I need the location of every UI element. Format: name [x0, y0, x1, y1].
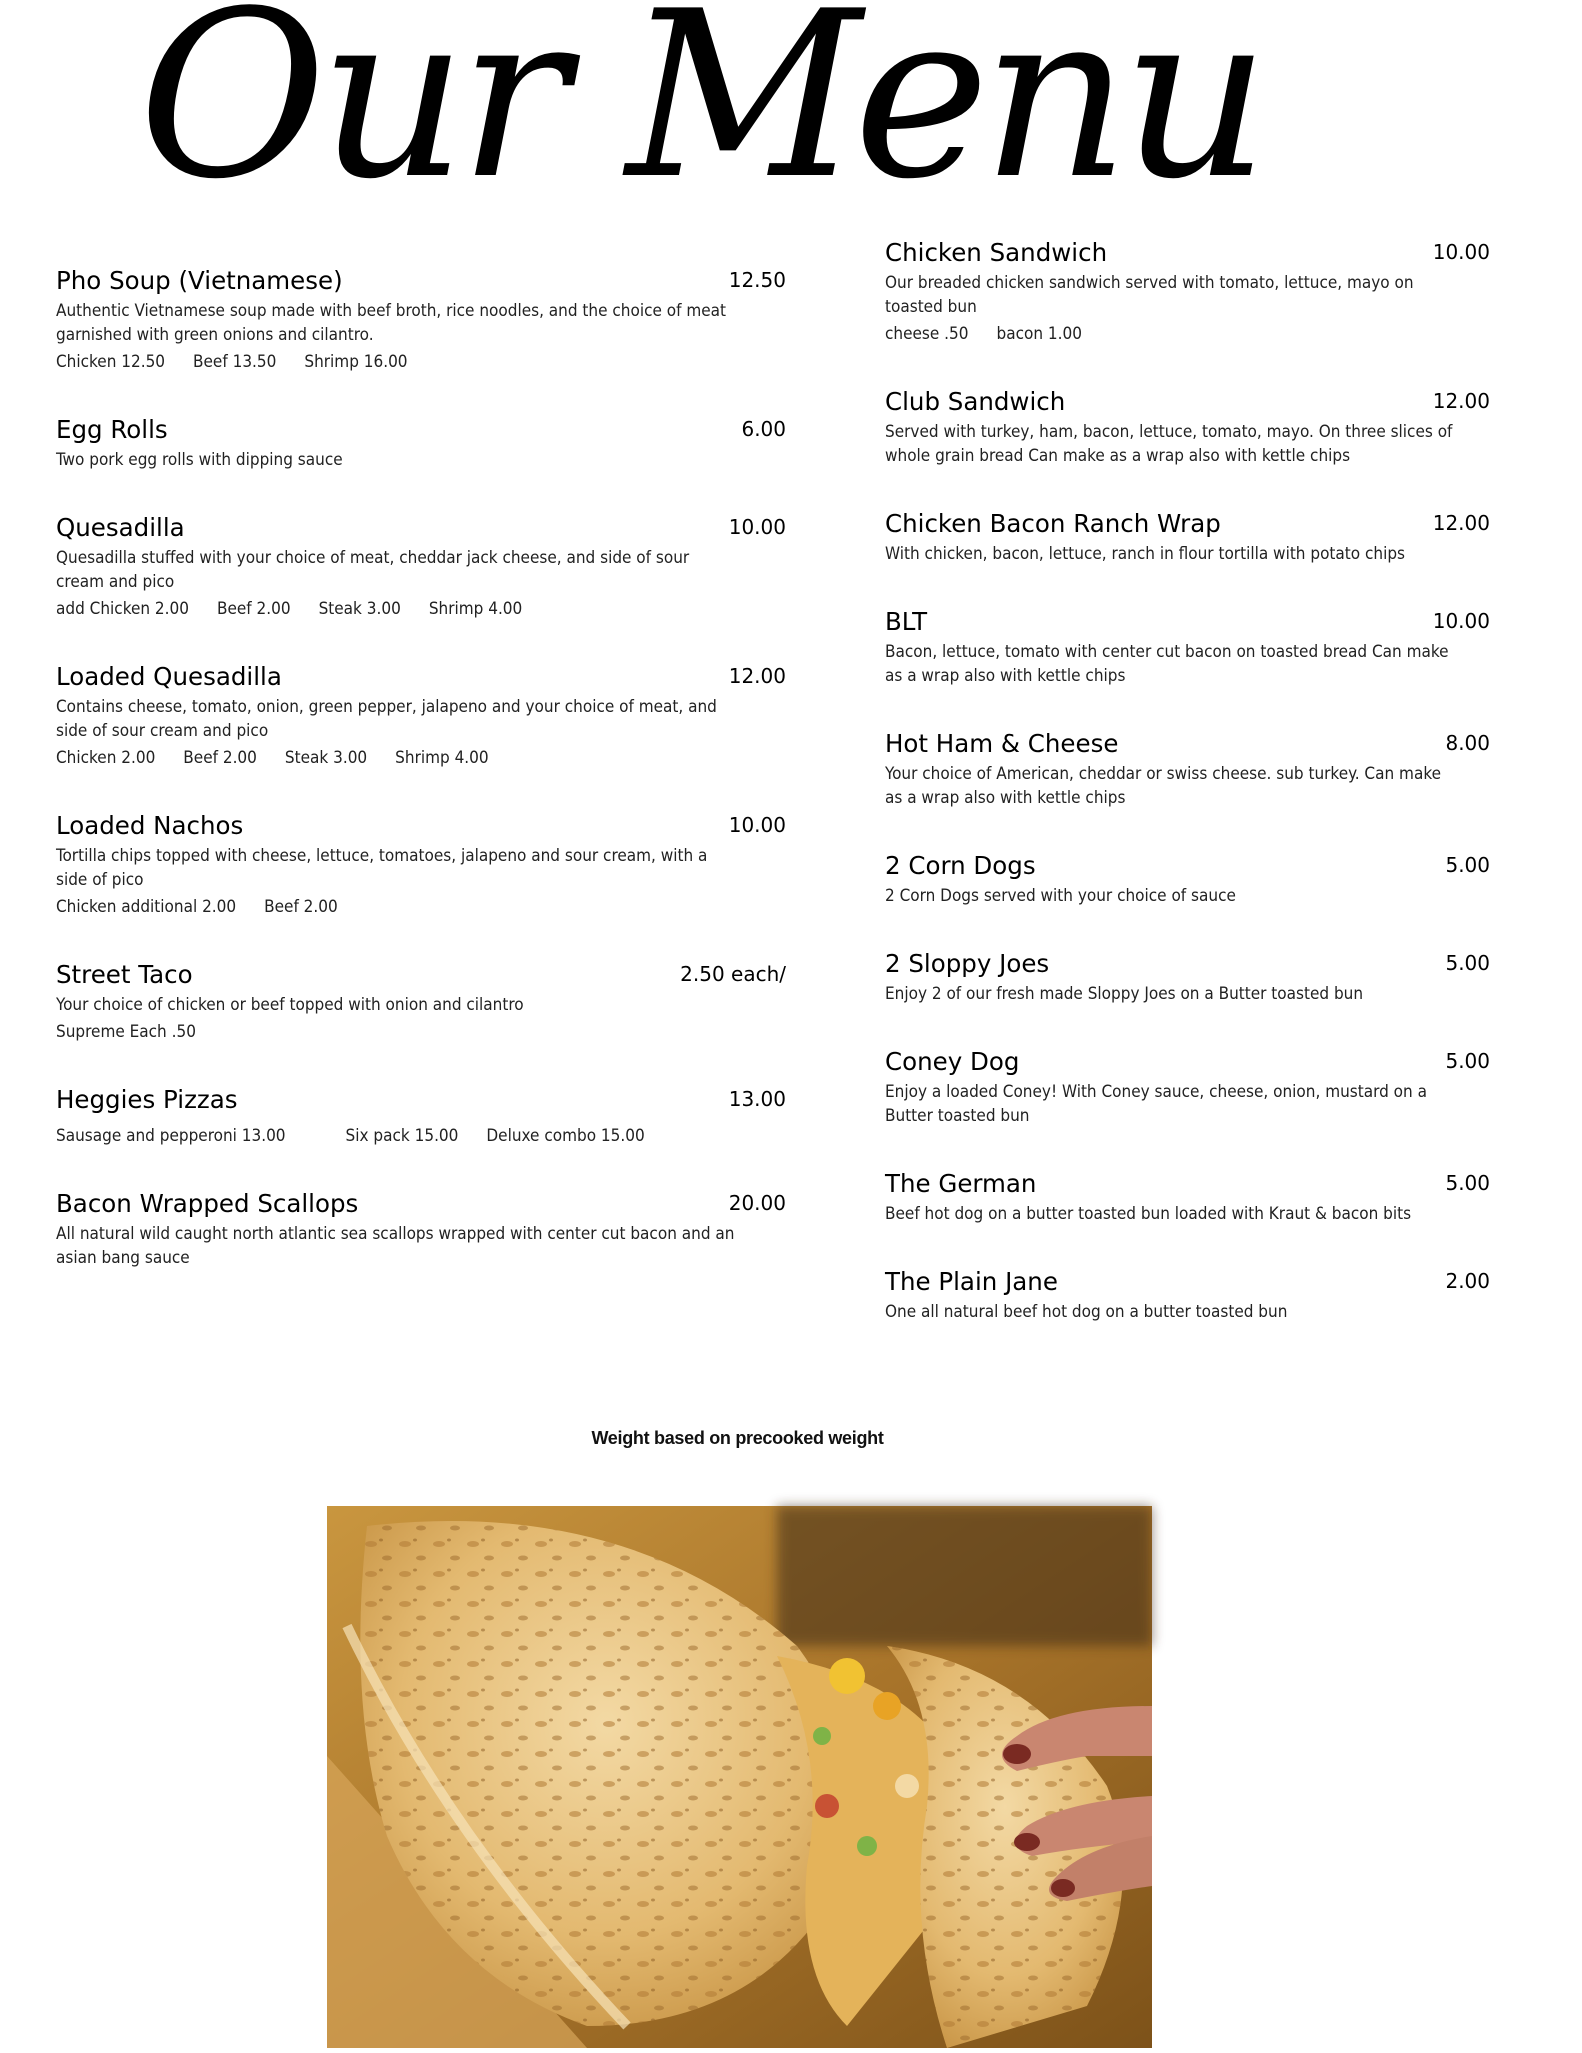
menu-item-bacon-wrapped-scallops — [56, 1188, 786, 1270]
item-price: 12.00 — [728, 664, 786, 688]
option-price: Shrimp 16.00 — [304, 352, 408, 372]
item-price: 12.00 — [1432, 389, 1490, 413]
menu-item-chicken-sandwich — [885, 237, 1490, 346]
item-name: Loaded Quesadilla — [56, 662, 282, 691]
item-name: Loaded Nachos — [56, 811, 244, 840]
menu-item-chicken-bacon-ranch-wrap — [885, 508, 1490, 566]
item-name: Egg Rolls — [56, 415, 168, 444]
option-price: Steak 3.00 — [318, 599, 401, 619]
menu-title-text: Our Menu — [138, 0, 1262, 230]
option-price: Six pack 15.00 — [345, 1126, 459, 1146]
item-price: 6.00 — [741, 417, 786, 441]
option-price: Beef 2.00 — [264, 897, 338, 917]
item-description: Served with turkey, ham, bacon, lettuce, tomato, mayo. On three slices of whole grain bread Can make as a wrap also with kettle chips — [885, 422, 1453, 466]
left-menu-column — [56, 265, 786, 1310]
menu-item-the-german — [885, 1168, 1490, 1226]
item-options — [56, 895, 786, 919]
item-options — [885, 322, 1490, 346]
option-price: Shrimp 4.00 — [395, 748, 489, 768]
item-name: Heggies Pizzas — [56, 1085, 238, 1114]
item-description: Bacon, lettuce, tomato with center cut bacon on toasted bread Can make as a wrap also with kettle chips — [885, 642, 1449, 686]
item-description: Contains cheese, tomato, onion, green pepper, jalapeno and your choice of meat, and side of sour cream and pico — [56, 697, 717, 741]
item-options — [56, 597, 786, 621]
item-name: Chicken Sandwich — [885, 238, 1108, 267]
item-description: Beef hot dog on a butter toasted bun loaded with Kraut & bacon bits — [885, 1204, 1412, 1224]
menu-item-the-plain-jane — [885, 1266, 1490, 1324]
item-options — [56, 1020, 786, 1044]
menu-item-heggies-pizzas — [56, 1084, 786, 1148]
item-name: 2 Sloppy Joes — [885, 949, 1050, 978]
menu-item-2-sloppy-joes — [885, 948, 1490, 1006]
item-description: Authentic Vietnamese soup made with beef broth, rice noodles, and the choice of meat garnished with green onions and cilantro. — [56, 301, 727, 345]
menu-item-coney-dog — [885, 1046, 1490, 1128]
option-price: Deluxe combo 15.00 — [486, 1126, 645, 1146]
option-price: Beef 2.00 — [183, 748, 257, 768]
item-description: Our breaded chicken sandwich served with tomato, lettuce, mayo on toasted bun — [885, 273, 1414, 317]
item-price: 8.00 — [1445, 731, 1490, 755]
menu-item-2-corn-dogs — [885, 850, 1490, 908]
menu-item-blt — [885, 606, 1490, 688]
item-description: With chicken, bacon, lettuce, ranch in flour tortilla with potato chips — [885, 544, 1406, 564]
option-price: Steak 3.00 — [284, 748, 368, 768]
item-price: 20.00 — [728, 1191, 786, 1215]
item-description: One all natural beef hot dog on a butter toasted bun — [885, 1302, 1288, 1322]
item-name: Hot Ham & Cheese — [885, 729, 1119, 758]
option-price: Sausage and pepperoni 13.00 — [56, 1126, 286, 1146]
item-description: Two pork egg rolls with dipping sauce — [56, 450, 343, 470]
item-description: Your choice of chicken or beef topped with onion and cilantro — [56, 995, 524, 1015]
item-description: Quesadilla stuffed with your choice of meat, cheddar jack cheese, and side of sour cream and pico — [56, 548, 690, 592]
menu-title — [138, 0, 1262, 230]
item-price: 5.00 — [1445, 853, 1490, 877]
item-name: 2 Corn Dogs — [885, 851, 1036, 880]
weight-note: Weight based on precooked weight — [591, 1428, 884, 1448]
menu-item-egg-rolls — [56, 414, 786, 472]
item-price: 10.00 — [728, 813, 786, 837]
item-name: Street Taco — [56, 960, 193, 989]
option-price: Beef 13.50 — [193, 352, 277, 372]
option-price: Beef 2.00 — [216, 599, 291, 619]
item-description: Tortilla chips topped with cheese, lettuce, tomatoes, jalapeno and sour cream, with a side of pico — [56, 846, 708, 890]
option-price: add Chicken 2.00 — [56, 599, 189, 619]
item-description: 2 Corn Dogs served with your choice of sauce — [885, 886, 1236, 906]
right-menu-column — [885, 237, 1490, 1364]
item-name: BLT — [885, 607, 928, 636]
menu-item-club-sandwich — [885, 386, 1490, 468]
quesadilla-image — [327, 1506, 1152, 2048]
item-options — [56, 746, 786, 770]
option-price: Chicken 2.00 — [56, 748, 156, 768]
item-price: 5.00 — [1445, 951, 1490, 975]
item-name: The German — [885, 1169, 1037, 1198]
option-price: Chicken additional 2.00 — [56, 897, 237, 917]
option-price: Supreme Each .50 — [56, 1022, 196, 1042]
menu-item-loaded-quesadilla — [56, 661, 786, 770]
item-price: 12.50 — [728, 268, 786, 292]
menu-item-hot-ham-and-cheese — [885, 728, 1490, 810]
item-price: 5.00 — [1445, 1049, 1490, 1073]
item-options — [56, 350, 786, 374]
item-price: 2.50 each/ — [680, 962, 786, 986]
item-price: 2.00 — [1445, 1269, 1490, 1293]
item-price: 13.00 — [728, 1087, 786, 1111]
item-price: 5.00 — [1445, 1171, 1490, 1195]
item-description: Enjoy a loaded Coney! With Coney sauce, cheese, onion, mustard on a Butter toasted bun — [885, 1082, 1427, 1126]
option-price: cheese .50 — [885, 324, 969, 344]
item-name: Coney Dog — [885, 1047, 1020, 1076]
menu-item-quesadilla — [56, 512, 786, 621]
item-description: All natural wild caught north atlantic sea scallops wrapped with center cut bacon and an asian bang sauce — [56, 1224, 735, 1268]
item-name: Pho Soup (Vietnamese) — [56, 266, 343, 295]
menu-item-pho-soup-vietnamese — [56, 265, 786, 374]
menu-item-loaded-nachos — [56, 810, 786, 919]
menu-item-street-taco — [56, 959, 786, 1044]
item-price: 10.00 — [1432, 240, 1490, 264]
item-price: 12.00 — [1432, 511, 1490, 535]
item-options — [56, 1124, 786, 1148]
item-name: Chicken Bacon Ranch Wrap — [885, 509, 1221, 538]
quesadilla-photo — [327, 1506, 1152, 2048]
item-name: Bacon Wrapped Scallops — [56, 1189, 359, 1218]
item-price: 10.00 — [1432, 609, 1490, 633]
item-description: Your choice of American, cheddar or swiss cheese. sub turkey. Can make as a wrap also with kettle chips — [885, 764, 1441, 808]
item-name: The Plain Jane — [885, 1267, 1058, 1296]
option-price: bacon 1.00 — [996, 324, 1082, 344]
option-price: Chicken 12.50 — [56, 352, 166, 372]
item-price: 10.00 — [728, 515, 786, 539]
item-name: Quesadilla — [56, 513, 185, 542]
item-name: Club Sandwich — [885, 387, 1066, 416]
option-price: Shrimp 4.00 — [428, 599, 523, 619]
item-description: Enjoy 2 of our fresh made Sloppy Joes on a Butter toasted bun — [885, 984, 1364, 1004]
